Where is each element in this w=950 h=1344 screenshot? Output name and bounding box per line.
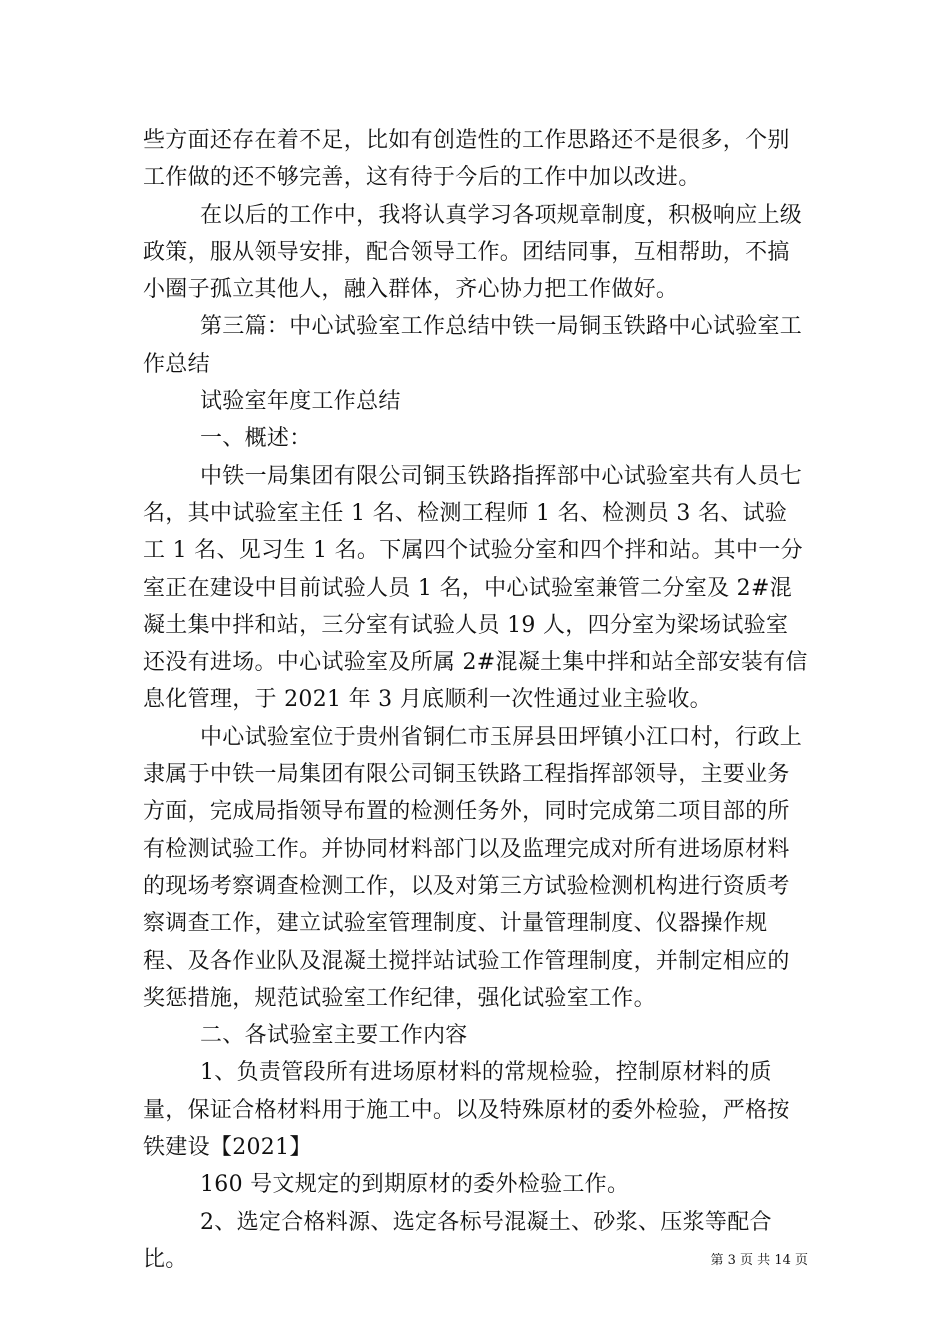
paragraph-10: 160 号文规定的到期原材的委外检验工作。 xyxy=(200,1172,630,1198)
paragraph-1: 些方面还存在着不足，比如有创造性的工作思路还不是很多，个别工作做的还不够完善，这有待于今后的工作中加以改进。 xyxy=(143,128,790,191)
document-body xyxy=(143,122,808,1278)
paragraph-9: 1、负责管段所有进场原材料的常规检验，控制原材料的质量，保证合格材料用于施工中。以及特殊原材的委外检验，严格按铁建设【2021】 xyxy=(143,1060,790,1161)
paragraph-2: 在以后的工作中，我将认真学习各项规章制度，积极响应上级政策，服从领导安排，配合领导工作。团结同事，互相帮助，不搞小圈子孤立其他人，融入群体，齐心协力把工作做好。 xyxy=(143,202,803,303)
paragraph-7: 中心试验室位于贵州省铜仁市玉屏县田坪镇小江口村，行政上隶属于中铁一局集团有限公司铜玉铁路工程指挥部领导，主要业务方面，完成局指领导布置的检测任务外，同时完成第二项目部的所有检测试验工作。并协同材料部门以及监理完成对所有进场原材料的现场考察调查检测工作，以及对第三方试验检测机构进行资质考察调查工作，建立试验室管理制度、计量管理制度、仪器操作规程、及各作业队及混凝土搅拌站试验工作管理制度，并制定相应的奖惩措施，规范试验室工作纪律，强化试验室工作。 xyxy=(143,724,803,1011)
paragraph-5-heading: 一、概述： xyxy=(200,426,312,452)
paragraph-3-section-title: 第三篇：中心试验室工作总结中铁一局铜玉铁路中心试验室工作总结 xyxy=(143,314,803,377)
page-number-footer: 第 3 页 共 14 页 xyxy=(710,1253,808,1268)
paragraph-11: 2、选定合格料源、选定各标号混凝土、砂浆、压浆等配合比。 xyxy=(143,1209,772,1272)
paragraph-8-heading: 二、各试验室主要工作内容 xyxy=(200,1023,468,1049)
paragraph-6: 中铁一局集团有限公司铜玉铁路指挥部中心试验室共有人员七名，其中试验室主任 1 名、检测工程师 1 名、检测员 3 名、试验工 1 名、见习生 1 名。下属四个试验分室和四个拌和站。其中一分室正在建设中目前试验人员 1 名，中心试验室兼管二分室及 2#混凝土集中拌和站，三分室有试验人员 19 人，四分室为梁场试验室还没有进场。中心试验室及所属 2#混凝土集中拌和站全部安装有信息化管理，于 2021 年 3 月底顺利一次性通过业主验收。 xyxy=(143,463,808,713)
paragraph-4-heading: 试验室年度工作总结 xyxy=(200,389,401,415)
